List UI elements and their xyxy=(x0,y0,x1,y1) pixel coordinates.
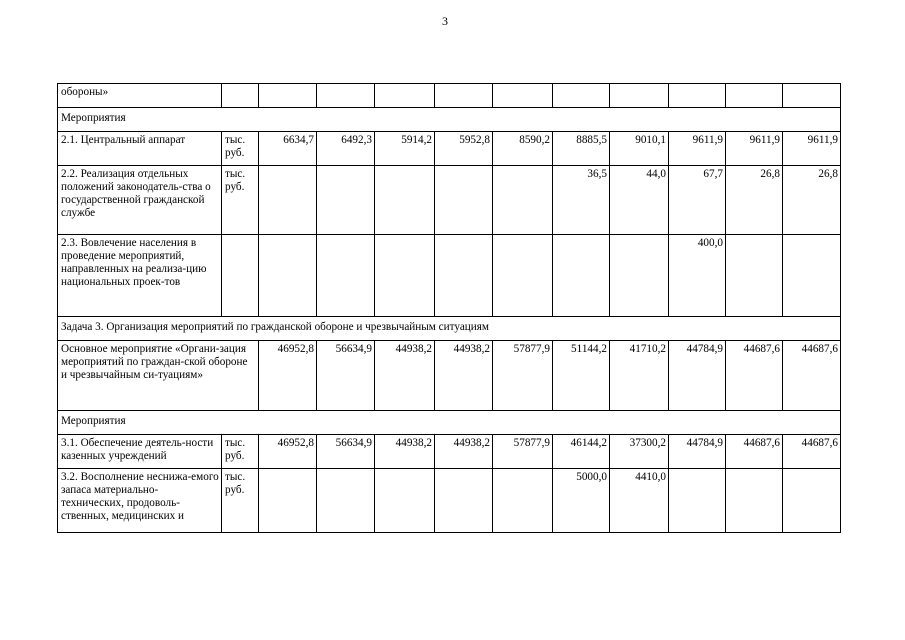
value-cell xyxy=(317,84,375,108)
row-name: обороны» xyxy=(58,84,222,108)
value-cell: 400,0 xyxy=(669,235,726,317)
table-row xyxy=(58,469,841,533)
budget-table xyxy=(57,83,841,533)
value-cell xyxy=(375,166,435,235)
value-cell: 5914,2 xyxy=(375,132,435,166)
value-cell xyxy=(375,235,435,317)
value-cell: 46952,8 xyxy=(259,435,317,469)
value-cell xyxy=(317,235,375,317)
value-cell xyxy=(553,84,610,108)
value-cell xyxy=(375,84,435,108)
value-cell: 44938,2 xyxy=(375,435,435,469)
row-unit xyxy=(222,84,259,108)
value-cell xyxy=(493,235,553,317)
row-unit: тыс. руб. xyxy=(222,166,259,235)
value-cell: 67,7 xyxy=(669,166,726,235)
value-cell xyxy=(610,235,669,317)
value-cell: 44687,6 xyxy=(783,435,841,469)
row-name: 3.2. Восполнение неснижа-емого запаса материально-технических, продоволь-ственных, медицинских и xyxy=(58,469,222,533)
value-cell xyxy=(783,235,841,317)
section-row xyxy=(58,108,841,132)
value-cell: 46144,2 xyxy=(553,435,610,469)
table-row xyxy=(58,84,841,108)
value-cell: 26,8 xyxy=(726,166,783,235)
value-cell xyxy=(259,166,317,235)
value-cell: 6492,3 xyxy=(317,132,375,166)
value-cell: 44687,6 xyxy=(726,341,783,411)
row-name: 2.1. Центральный аппарат xyxy=(58,132,222,166)
value-cell xyxy=(726,84,783,108)
value-cell: 44,0 xyxy=(610,166,669,235)
value-cell: 6634,7 xyxy=(259,132,317,166)
table-row xyxy=(58,435,841,469)
value-cell xyxy=(493,166,553,235)
value-cell xyxy=(726,469,783,533)
value-cell: 44938,2 xyxy=(435,435,493,469)
value-cell: 9611,9 xyxy=(783,132,841,166)
section-title: Мероприятия xyxy=(58,411,841,435)
value-cell xyxy=(259,469,317,533)
value-cell: 44938,2 xyxy=(375,341,435,411)
value-cell: 44784,9 xyxy=(669,435,726,469)
value-cell xyxy=(435,166,493,235)
value-cell: 57877,9 xyxy=(493,435,553,469)
value-cell: 8590,2 xyxy=(493,132,553,166)
value-cell xyxy=(726,235,783,317)
value-cell xyxy=(783,84,841,108)
value-cell: 44784,9 xyxy=(669,341,726,411)
row-name: 2.2. Реализация отдельных положений законодатель-ства о государственной гражданской службе xyxy=(58,166,222,235)
value-cell xyxy=(259,235,317,317)
value-cell xyxy=(317,166,375,235)
value-cell xyxy=(610,84,669,108)
value-cell xyxy=(669,84,726,108)
row-name: 2.3. Вовлечение населения в проведение мероприятий, направленных на реализа-цию национальных проек-тов xyxy=(58,235,222,317)
row-unit xyxy=(222,235,259,317)
value-cell xyxy=(259,84,317,108)
value-cell: 9611,9 xyxy=(726,132,783,166)
page-number: 3 xyxy=(442,14,448,28)
row-unit: тыс. руб. xyxy=(222,435,259,469)
value-cell xyxy=(435,469,493,533)
value-cell xyxy=(553,235,610,317)
value-cell: 5000,0 xyxy=(553,469,610,533)
value-cell: 56634,9 xyxy=(317,435,375,469)
value-cell xyxy=(317,469,375,533)
value-cell xyxy=(493,84,553,108)
table-body xyxy=(58,84,841,533)
section-title: Мероприятия xyxy=(58,108,841,132)
row-unit: тыс. руб. xyxy=(222,132,259,166)
table-row xyxy=(58,166,841,235)
value-cell xyxy=(375,469,435,533)
value-cell: 4410,0 xyxy=(610,469,669,533)
row-name: 3.1. Обеспечение деятель-ности казенных учреждений xyxy=(58,435,222,469)
value-cell: 56634,9 xyxy=(317,341,375,411)
value-cell: 57877,9 xyxy=(493,341,553,411)
table-row xyxy=(58,341,841,411)
value-cell: 51144,2 xyxy=(553,341,610,411)
value-cell: 44687,6 xyxy=(783,341,841,411)
value-cell: 9611,9 xyxy=(669,132,726,166)
value-cell: 37300,2 xyxy=(610,435,669,469)
value-cell xyxy=(669,469,726,533)
row-unit: тыс. руб. xyxy=(222,469,259,533)
value-cell xyxy=(783,469,841,533)
table-row xyxy=(58,235,841,317)
section-row xyxy=(58,411,841,435)
value-cell: 36,5 xyxy=(553,166,610,235)
row-name: Основное мероприятие «Органи-зация мероприятий по граждан-ской обороне и чрезвычайным си-туациям» xyxy=(58,341,259,411)
value-cell xyxy=(435,84,493,108)
value-cell xyxy=(435,235,493,317)
value-cell: 44687,6 xyxy=(726,435,783,469)
value-cell: 44938,2 xyxy=(435,341,493,411)
value-cell: 41710,2 xyxy=(610,341,669,411)
value-cell: 8885,5 xyxy=(553,132,610,166)
value-cell xyxy=(493,469,553,533)
section-row xyxy=(58,317,841,341)
value-cell: 5952,8 xyxy=(435,132,493,166)
value-cell: 26,8 xyxy=(783,166,841,235)
value-cell: 9010,1 xyxy=(610,132,669,166)
table-row xyxy=(58,132,841,166)
section-title: Задача 3. Организация мероприятий по гражданской обороне и чрезвычайным ситуациям xyxy=(58,317,841,341)
value-cell: 46952,8 xyxy=(259,341,317,411)
